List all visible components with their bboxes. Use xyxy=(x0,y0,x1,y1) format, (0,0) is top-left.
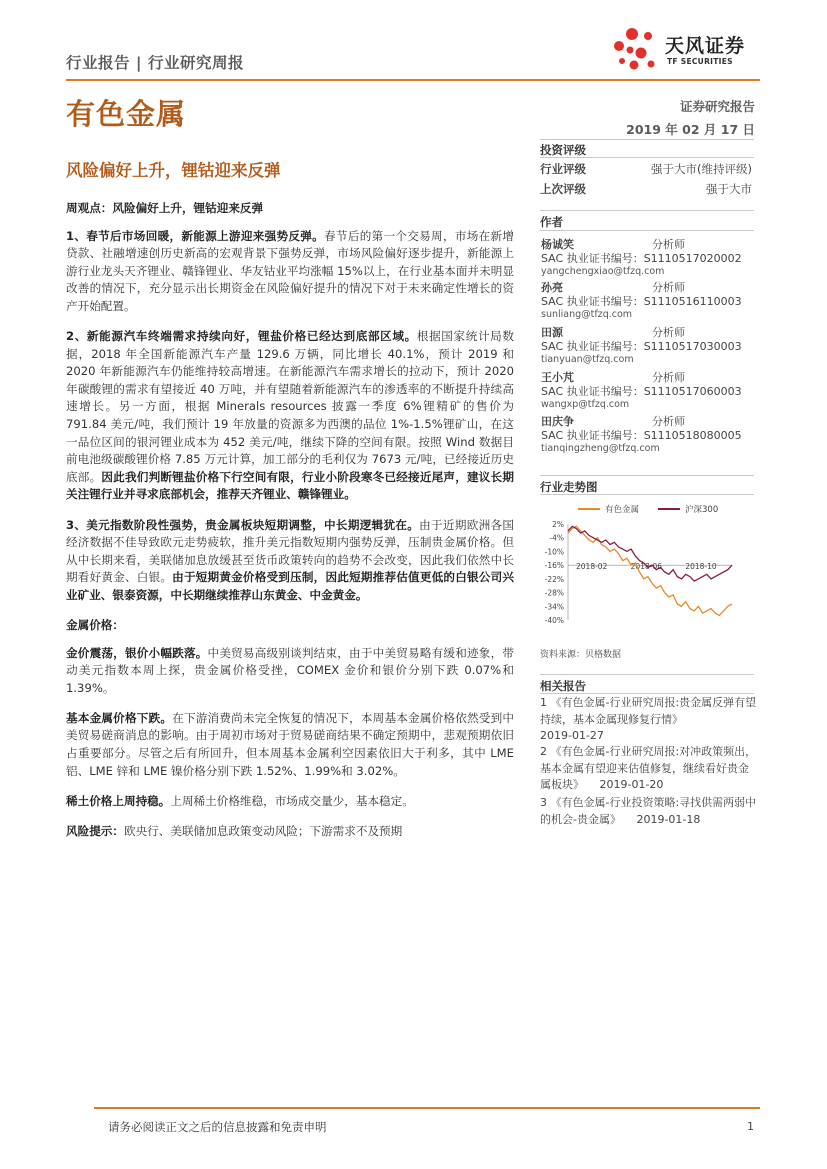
author-title: 分析师 xyxy=(652,415,685,428)
x-tick-label: 2018-10 xyxy=(685,562,717,572)
y-tick-label: -16% xyxy=(544,561,564,571)
author-email[interactable]: tianqingzheng@tfzq.com xyxy=(541,443,660,454)
paragraph-2-body: 根据国家统计局数据，2018 年全国新能源汽车产量 129.6 万辆，同比增长 40.1%，预计 2019 和 2020 年新能源汽车仍能维持较高增速。在新能源汽车需求增长的拉动下，预计 2020 年碳酸锂的需求有望接近 40 万吨，并有望随着新能源汽车的渗透率的不断提升持续高速增长。另一方面，根据 Minerals resources 披露一季度 6%锂精矿的售价为 791.84 美元/吨，我们预计 19 年放量的资源多为西澳的品位 1%-1.5%锂矿山，在这一品位区间的银河锂业成本为 452 美元/吨，继续下降的空间有限。按照 Wind 数据目前电池级碳酸锂价格 7.85 万元计算，加工部分的毛利仅为 7673 元/吨，已经接近历史底部。 xyxy=(66,329,514,484)
metals-paragraph-3 xyxy=(66,793,514,811)
author-name: 田源 xyxy=(541,326,563,339)
legend-label: 沪深300 xyxy=(685,505,719,515)
author-email[interactable]: tianyuan@tfzq.com xyxy=(541,354,634,365)
page-number: 1 xyxy=(747,1120,754,1133)
y-tick-label: -10% xyxy=(544,547,564,557)
author-card xyxy=(541,326,755,367)
risk-warning-text: 欧央行、美联储加息政策变动风险；下游需求不及预期 xyxy=(123,823,403,838)
y-tick-label: -40% xyxy=(544,616,564,625)
logo-english: TF SECURITIES xyxy=(667,57,733,66)
related-heading: 相关报告 xyxy=(540,679,586,693)
author-email[interactable]: wangxp@tfzq.com xyxy=(541,399,630,410)
author-email[interactable]: yangchengxiao@tfzq.com xyxy=(541,266,665,277)
previous-rating-value: 强于大市 xyxy=(706,182,752,196)
related-report-title[interactable]: 2 《有色金属-行业研究周报:对冲政策频出，基本金属有望迎来估值修复，继续看好贵金属板块》 xyxy=(540,745,757,791)
industry-rating-label: 行业评级 xyxy=(540,162,586,176)
sidebar-divider xyxy=(540,494,754,495)
metals-price-heading: 金属价格： xyxy=(66,617,124,632)
previous-rating-row xyxy=(540,181,754,201)
x-tick-label: 2018-02 xyxy=(576,562,608,572)
related-report-item[interactable] xyxy=(540,795,758,828)
footer-divider xyxy=(94,1107,760,1109)
metals-paragraph-1-body: 中美贸易高级别谈判结束，由于中美贸易略有缓和迹象，带动美元指数本周上探，贵金属价格受挫，COMEX 金价和银价分别下跌 0.07%和 1.39%。 xyxy=(66,645,514,695)
risk-warning-label: 风险提示： xyxy=(66,823,124,838)
doc-type: 行业报告 | 行业研究周报 xyxy=(66,54,244,72)
series-line xyxy=(568,526,732,581)
weekly-view-heading: 周观点：风险偏好上升，锂钴迎来反弹 xyxy=(66,201,264,215)
author-card xyxy=(541,281,755,322)
metals-paragraph-1-lead: 金价震荡，银价小幅跌落。 xyxy=(66,645,208,660)
related-report-date: 2019-01-27 xyxy=(540,729,604,742)
rating-heading: 投资评级 xyxy=(540,143,586,157)
author-card xyxy=(541,371,755,412)
sidebar-divider xyxy=(540,674,754,675)
metals-paragraph-3-lead: 稀土价格上周持稳。 xyxy=(66,793,171,808)
metals-paragraph-2 xyxy=(66,710,514,780)
previous-rating-label: 上次评级 xyxy=(540,182,586,196)
legend-label: 有色金属 xyxy=(605,505,640,515)
related-report-date: 2019-01-20 xyxy=(599,778,664,791)
trend-heading: 行业走势图 xyxy=(540,480,598,494)
author-cert: SAC 执业证书编号：S1110517030003 xyxy=(541,339,742,353)
author-title: 分析师 xyxy=(652,326,685,339)
industry-rating-row xyxy=(540,161,754,181)
y-tick-label: 2% xyxy=(552,520,564,529)
y-tick-label: -22% xyxy=(544,574,564,584)
related-report-item[interactable] xyxy=(540,744,758,794)
sidebar-divider xyxy=(540,157,754,158)
metals-paragraph-2-body: 在下游消费尚未完全恢复的情况下，本周基本金属价格依然受到中美贸易磋商消息的影响。由于周初市场对于贸易磋商结果不确定预期中，悲观预期依旧占重要部分。尽管之后有所回升，但本周基本金属利空因素依旧大于利多，其中 LME 铝、LME 锌和 LME 镍价格分别下跌 1.52%、1.99%和 3.02%。 xyxy=(66,710,514,778)
metals-paragraph-2-lead: 基本金属价格下跌。 xyxy=(66,710,173,725)
metals-paragraph-1 xyxy=(66,645,514,698)
author-title: 分析师 xyxy=(652,371,685,384)
paragraph-2 xyxy=(66,328,514,504)
paragraph-1 xyxy=(66,228,514,316)
industry-trend-chart xyxy=(540,498,754,633)
main-content xyxy=(66,200,514,853)
report-date: 2019 年 02 月 17 日 xyxy=(626,122,755,137)
report-type: 证券研究报告 xyxy=(679,99,755,114)
related-report-date: 2019-01-18 xyxy=(636,812,701,826)
y-tick-label: -28% xyxy=(544,588,564,598)
footer-disclaimer: 请务必阅读正文之后的信息披露和免责申明 xyxy=(108,1120,327,1134)
chart-source: 资料来源：贝格数据 xyxy=(540,650,622,660)
y-tick-label: -34% xyxy=(544,602,564,612)
paragraph-2-conclusion: 因此我们判断锂盐价格下行空间有限，行业小阶段寒冬已经接近尾声，建议长期关注锂行业并寻求底部机会，推荐天齐锂业、赣锋锂业。 xyxy=(66,469,514,502)
paragraph-3-lead: 3、美元指数阶段性强势，贵金属板块短期调整，中长期逻辑犹在。 xyxy=(66,517,420,532)
author-cert: SAC 执业证书编号：S1110517060003 xyxy=(541,384,742,398)
paragraph-2-lead: 2、新能源汽车终端需求持续向好，锂盐价格已经达到底部区域。 xyxy=(66,329,417,344)
author-name: 杨诚笑 xyxy=(541,238,574,251)
related-report-item[interactable] xyxy=(540,695,758,745)
author-title: 分析师 xyxy=(652,281,685,294)
sidebar-divider xyxy=(540,693,754,694)
x-tick-label: 2018-06 xyxy=(630,562,663,572)
authors-heading: 作者 xyxy=(540,215,563,229)
paragraph-1-body: 春节后的第一个交易周，市场在新增贷款、社融增速创历史新高的宏观背景下强势反弹，市场风险偏好逐步提升，新能源上游行业龙头天齐锂业、赣锋锂业、华友钴业平均涨幅 15%以上，在行业基本面并未明显改善的情况下，充分显示出长期资金在风险偏好提升的情况下对于未来确定性增长的资产开始配置。 xyxy=(66,228,514,313)
author-name: 孙亮 xyxy=(541,281,563,294)
related-report-title[interactable]: 1 《有色金属-行业研究周报:贵金属反弹有望持续，基本金属现修复行情》 xyxy=(540,696,757,726)
paragraph-3 xyxy=(66,517,514,605)
metals-paragraph-3-body: 上周稀土价格维稳，市场成交量少，基本稳定。 xyxy=(170,793,414,808)
sidebar-divider xyxy=(540,230,754,231)
sidebar-divider xyxy=(540,139,754,140)
author-cert: SAC 执业证书编号：S1110516110003 xyxy=(541,294,742,308)
paragraph-3-body: 由于近期欧洲各国经济数据不佳导致欧元走势疲软，推升美元指数短期内强势反弹，压制贵金属价格。但从中长期来看，美联储加息放缓甚至货币政策转向的趋势不会改变，因此我们依然中长期看好黄金、白银。 xyxy=(66,517,514,585)
author-card xyxy=(541,238,755,279)
report-headline: 风险偏好上升，锂钴迎来反弹 xyxy=(66,161,281,180)
sidebar-divider xyxy=(540,475,754,476)
author-name: 田庆争 xyxy=(541,415,574,428)
author-cert: SAC 执业证书编号：S1110518080005 xyxy=(541,428,742,442)
risk-warning xyxy=(66,823,514,841)
industry-rating-value: 强于大市(维持评级) xyxy=(651,162,752,176)
industry-title: 有色金属 xyxy=(66,97,187,131)
sidebar-divider xyxy=(540,210,754,211)
author-cert: SAC 执业证书编号：S1110517020002 xyxy=(541,251,742,265)
header-divider xyxy=(66,79,760,81)
y-tick-label: -4% xyxy=(549,533,564,543)
author-email[interactable]: sunliang@tfzq.com xyxy=(541,309,633,320)
related-report-title[interactable]: 3 《有色金属-行业投资策略:寻找供需两弱中的机会-贵金属》 xyxy=(540,796,757,826)
author-card xyxy=(541,415,755,456)
paragraph-1-lead: 1、春节后市场回暖，新能源上游迎来强势反弹。 xyxy=(66,228,325,243)
paragraph-3-conclusion: 由于短期黄金价格受到压制，因此短期推荐估值更低的白银公司兴业矿业、银泰资源，中长期继续推荐山东黄金、中金黄金。 xyxy=(66,570,514,602)
logo-name: 天风证券 xyxy=(665,35,746,57)
author-title: 分析师 xyxy=(652,238,685,251)
author-name: 王小芃 xyxy=(541,371,574,384)
